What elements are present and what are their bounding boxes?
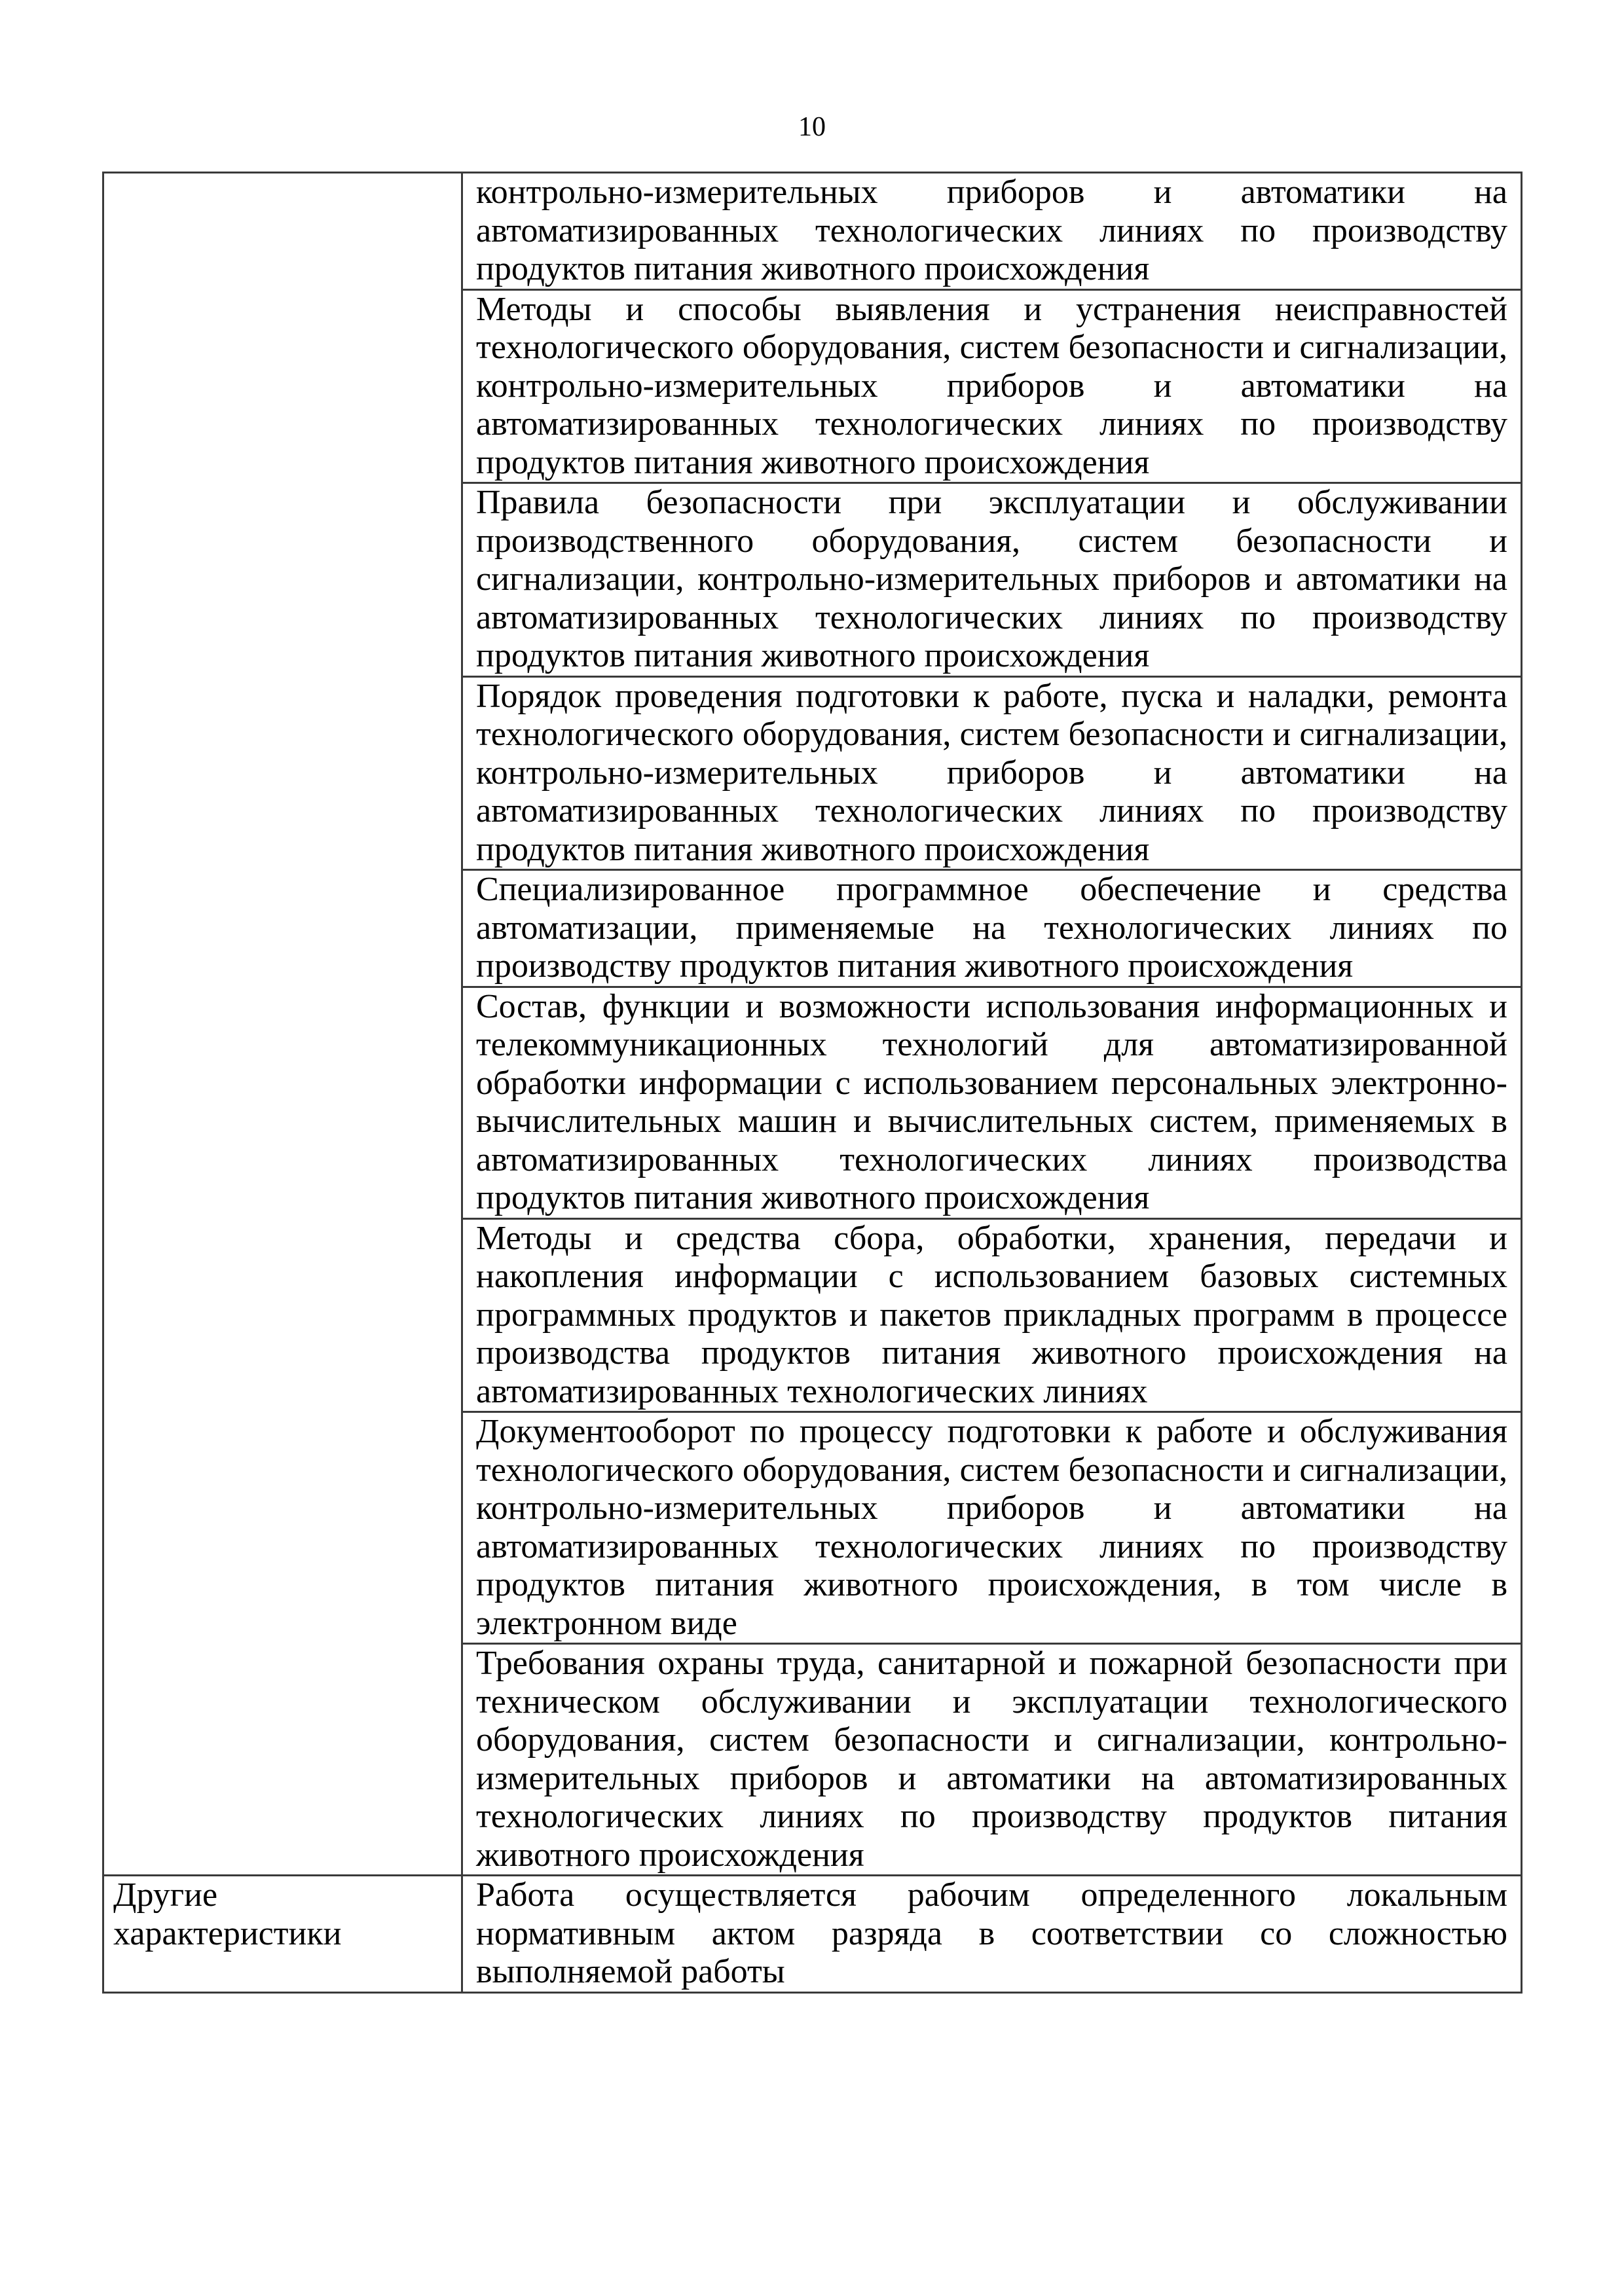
page-number: 10 [798, 112, 826, 142]
table-cell [462, 289, 1522, 483]
table-cell [462, 483, 1522, 677]
cell-text: Специализированное программное обеспечение и средства автоматизации, применяемые на технологических линиях по производству продуктов питания животного происхождения [476, 871, 1507, 985]
row-label-cell [103, 173, 462, 1876]
cell-text: Методы и способы выявления и устранения неисправностей технологического оборудования, систем безопасности и сигнализации, контрольно-измерительных приборов и автоматики на автоматизированных технологических линиях по производству продуктов питания животного происхождения [476, 290, 1507, 481]
table-cell [462, 870, 1522, 987]
table-row [103, 173, 1522, 290]
table-cell [462, 676, 1522, 870]
cell-text: Состав, функции и возможности использования информационных и телекоммуникационных технологий для автоматизированной обработки информации с использованием персональных электронно-вычислительных машин и вычислительных систем, применяемых в автоматизированных технологических линиях производства продуктов питания животного происхождения [476, 987, 1507, 1216]
row-label-other-characteristics: Другие характеристики [113, 1876, 342, 1952]
table-row [103, 1876, 1522, 1993]
table-cell [462, 1644, 1522, 1876]
table-cell [462, 1876, 1522, 1993]
row-label-cell [103, 1876, 462, 1993]
cell-text: Методы и средства сбора, обработки, хранения, передачи и накопления информации с использованием базовых системных программных продуктов и пакетов прикладных программ в процессе производства продуктов питания животного происхождения на автоматизированных технологических линиях [476, 1219, 1507, 1410]
table-cell [462, 1218, 1522, 1412]
cell-text: Правила безопасности при эксплуатации и обслуживании производственного оборудования, систем безопасности и сигнализации, контрольно-измерительных приборов и автоматики на автоматизированных технологических линиях по производству продуктов питания животного происхождения [476, 484, 1507, 674]
table-cell [462, 1412, 1522, 1644]
cell-text: Порядок проведения подготовки к работе, пуска и наладки, ремонта технологического оборудования, систем безопасности и сигнализации, контрольно-измерительных приборов и автоматики на автоматизированных технологических линиях по производству продуктов питания животного происхождения [476, 677, 1507, 868]
cell-text: контрольно-измерительных приборов и автоматики на автоматизированных технологических линиях по производству продуктов питания животного происхождения [476, 173, 1507, 287]
table-cell [462, 987, 1522, 1218]
cell-text: Требования охраны труда, санитарной и пожарной безопасности при техническом обслуживании и эксплуатации технологического оборудования, систем безопасности и сигнализации, контрольно-измерительных приборов и автоматики на автоматизированных технологических линиях по производству продуктов питания животного происхождения [476, 1645, 1507, 1874]
cell-text: Работа осуществляется рабочим определенного локальным нормативным актом разряда в соответствии со сложностью выполняемой работы [476, 1876, 1507, 1990]
cell-text: Документооборот по процессу подготовки к работе и обслуживания технологического оборудования, систем безопасности и сигнализации, контрольно-измерительных приборов и автоматики на автоматизированных технологических линиях по производству продуктов питания животного происхождения, в том числе в электронном виде [476, 1413, 1507, 1642]
table-cell [462, 173, 1522, 290]
requirements-table [102, 172, 1522, 1994]
